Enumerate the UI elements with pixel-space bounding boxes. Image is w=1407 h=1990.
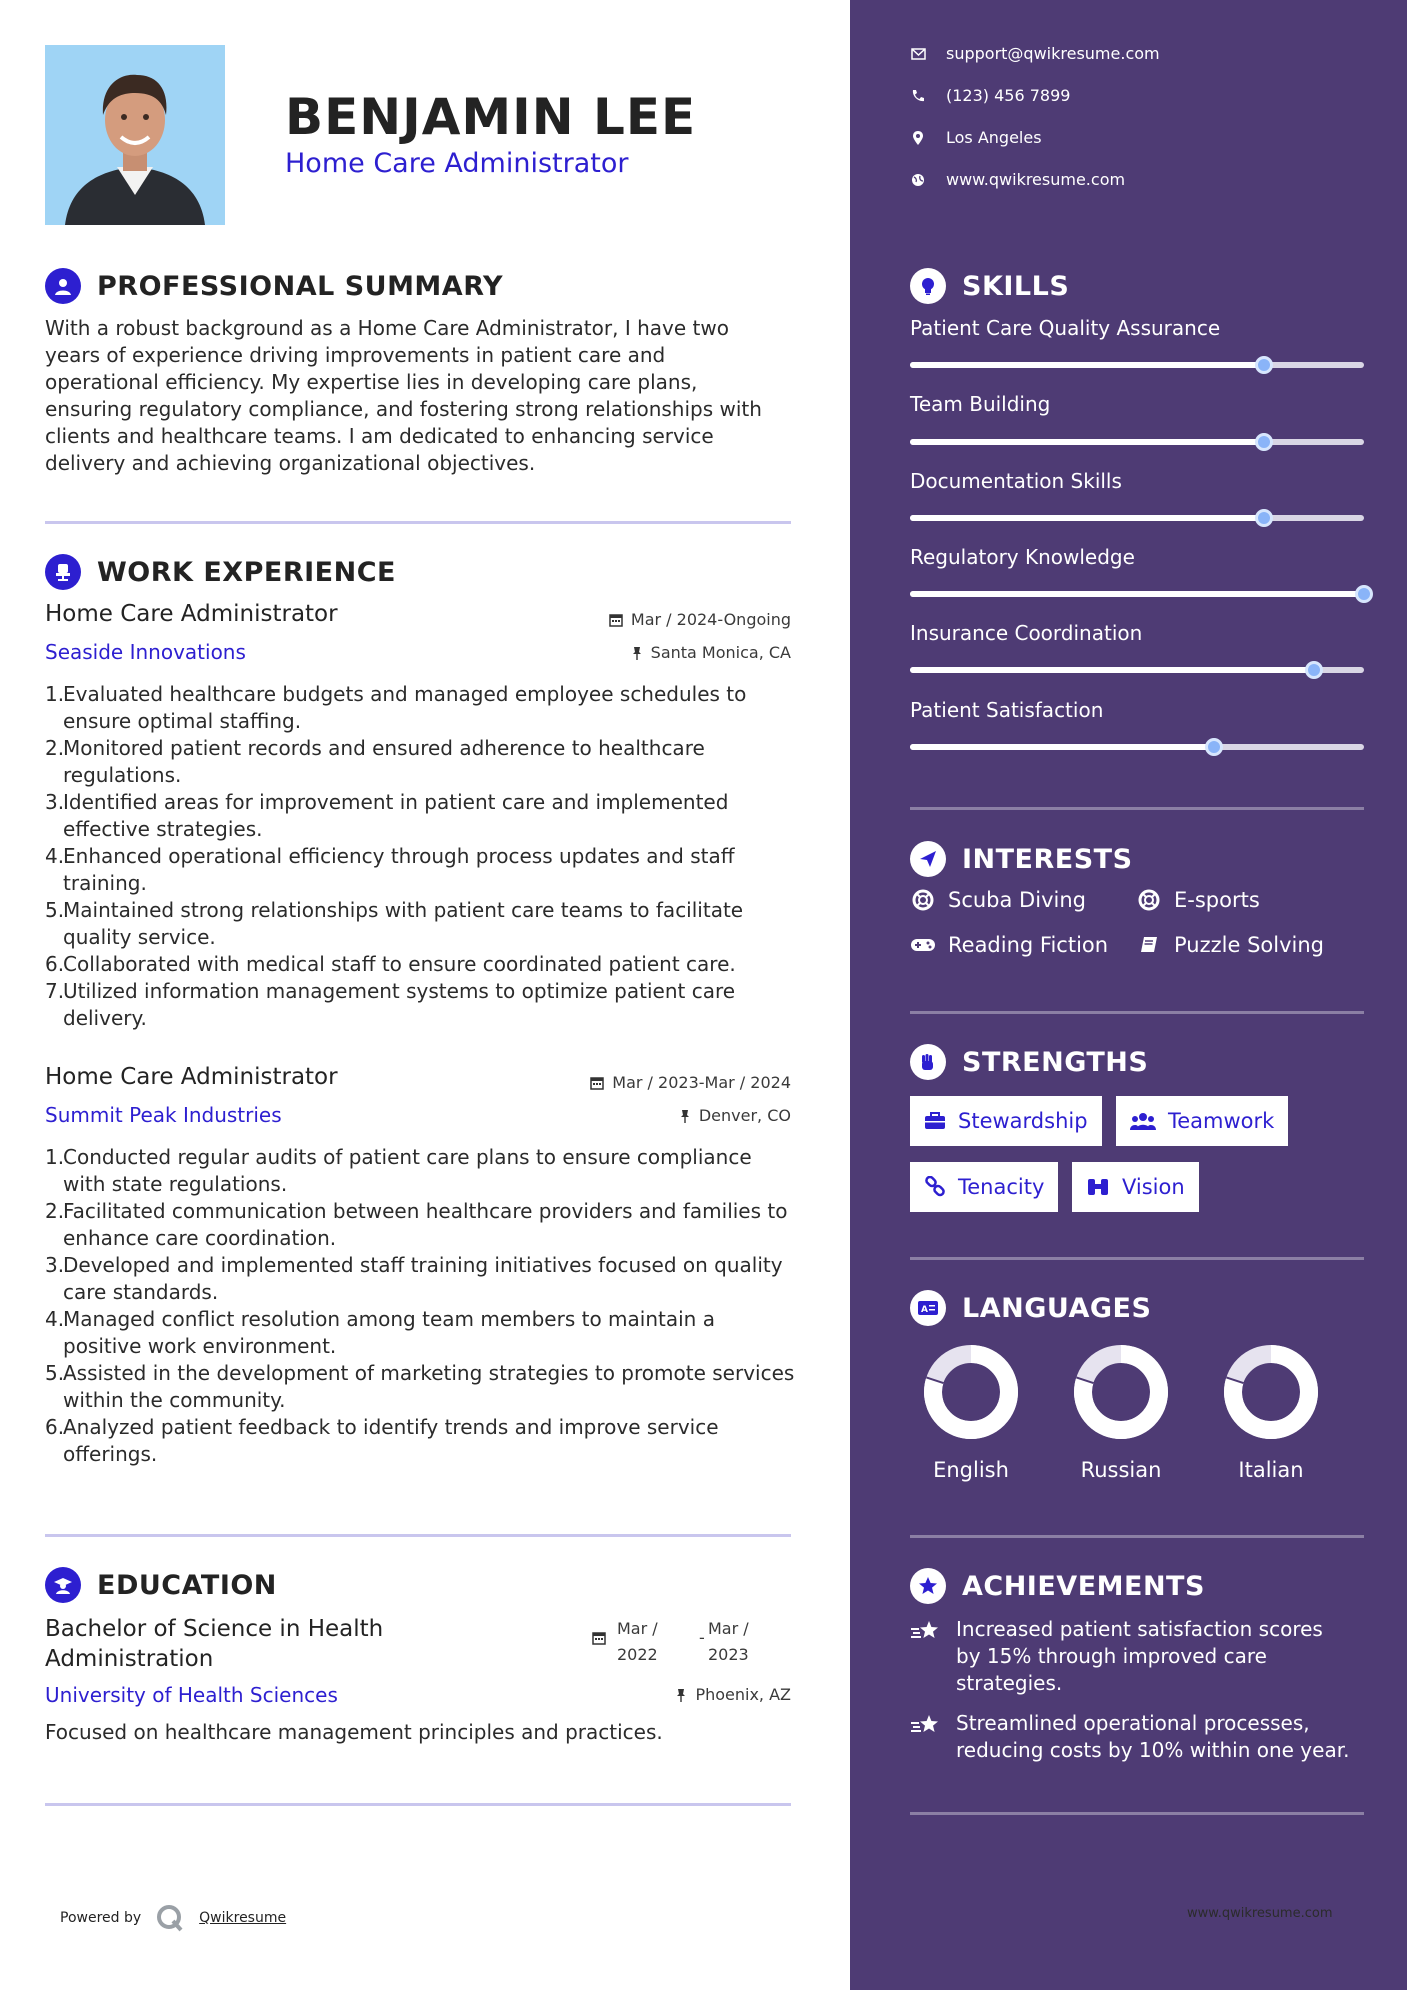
achievement-item: Streamlined operational processes, reducing costs by 10% within one year. (910, 1710, 1364, 1764)
list-item: 4. Enhanced operational efficiency through process updates and staff training. (45, 844, 735, 895)
edu-end-date: Mar / 2023 (708, 1619, 749, 1664)
lifebuoy-icon (910, 889, 936, 911)
phone-icon (910, 89, 926, 103)
summary-text: With a robust background as a Home Care Administrator, I have two years of experience driving improvements in patient care and operational efficiency. My expertise lies in developing care plans, ensuring regulatory compliance, and fostering strong relationships with clients and healthcare teams. I am dedicated to enhancing service delivery and achieving organizational objectives. (45, 316, 762, 475)
section-divider (910, 1535, 1364, 1538)
section-divider (45, 1803, 791, 1806)
strength-tag: Teamwork (1116, 1096, 1288, 1146)
star-badge-icon (910, 1568, 946, 1604)
strengths-heading: STRENGTHS (910, 1044, 1148, 1080)
candidate-name: BENJAMIN LEE (285, 88, 697, 146)
list-item: 5. Maintained strong relationships with patient care teams to facilitate quality service. (45, 898, 744, 949)
section-divider (910, 1257, 1364, 1260)
skill-bar (910, 744, 1364, 750)
strength-tag: Stewardship (910, 1096, 1102, 1146)
skill-label: Insurance Coordination (910, 621, 1143, 645)
skill-label: Team Building (910, 392, 1051, 416)
contact-phone[interactable]: (123) 456 7899 (910, 86, 1070, 105)
job-company: Summit Peak Industries (45, 1103, 282, 1127)
language-item: Russian (1061, 1342, 1181, 1482)
user-icon (45, 268, 81, 304)
school-name: University of Health Sciences (45, 1683, 338, 1707)
summary-heading: PROFESSIONAL SUMMARY (45, 268, 503, 304)
section-divider (910, 1011, 1364, 1014)
language-ring (1071, 1342, 1171, 1442)
section-divider (45, 521, 791, 524)
powered-by: Powered by Qwikresume (60, 1903, 286, 1933)
skill-bar (910, 591, 1364, 597)
book-icon (1136, 935, 1162, 955)
list-item: 4. Managed conflict resolution among team members to maintain a positive work environment. (45, 1307, 715, 1358)
qwikresume-logo-icon (155, 1903, 185, 1933)
list-item: 1. Evaluated healthcare budgets and managed employee schedules to ensure optimal staffing. (45, 682, 747, 733)
users-icon (1130, 1112, 1156, 1130)
footer-website[interactable]: www.qwikresume.com (1187, 1906, 1333, 1921)
calendar-icon (592, 1630, 606, 1649)
interest-item: Reading Fiction (910, 933, 1108, 957)
globe-icon (910, 173, 926, 187)
job-company: Seaside Innovations (45, 640, 246, 664)
skill-label: Documentation Skills (910, 469, 1122, 493)
languages-heading: A LANGUAGES (910, 1290, 1151, 1326)
skill-knob (1305, 661, 1323, 679)
interests-heading: INTERESTS (910, 841, 1133, 877)
contact-website[interactable]: www.qwikresume.com (910, 170, 1125, 189)
skill-bar (910, 667, 1364, 673)
language-item: Italian (1211, 1342, 1331, 1482)
fist-icon (910, 1044, 946, 1080)
calendar-icon (590, 1076, 604, 1090)
skill-label: Patient Satisfaction (910, 698, 1104, 722)
lightbulb-icon (910, 268, 946, 304)
contact-location: Los Angeles (910, 128, 1042, 147)
section-divider (45, 1534, 791, 1537)
map-marker-icon (910, 131, 926, 145)
calendar-icon (609, 613, 623, 627)
list-item: 1. Conducted regular audits of patient care plans to ensure compliance with state regulations. (45, 1145, 752, 1196)
job-bullets (45, 1144, 795, 1468)
skill-label: Patient Care Quality Assurance (910, 316, 1221, 340)
pin-icon (675, 1688, 687, 1702)
skills-heading: SKILLS (910, 268, 1069, 304)
achievements-heading: ACHIEVEMENTS (910, 1568, 1205, 1604)
list-item: 6. Collaborated with medical staff to ensure coordinated patient care. (45, 952, 736, 976)
edu-date-dash: - (699, 1628, 705, 1647)
degree-title: Bachelor of Science in Health Administration (45, 1616, 384, 1672)
candidate-title: Home Care Administrator (285, 148, 629, 179)
achievement-item: Increased patient satisfaction scores by 15% through improved care strategies. (910, 1616, 1364, 1697)
shooting-star-icon (910, 1710, 940, 1764)
experience-heading: WORK EXPERIENCE (45, 554, 396, 590)
strength-tag: Vision (1072, 1162, 1199, 1212)
list-item: 6. Analyzed patient feedback to identify trends and improve service offerings. (45, 1415, 719, 1466)
language-icon (910, 1290, 946, 1326)
person-avatar-icon (45, 45, 225, 225)
contact-email[interactable]: support@qwikresume.com (910, 44, 1160, 63)
skill-bar (910, 439, 1364, 445)
interest-item: E-sports (1136, 888, 1260, 912)
interest-item: Scuba Diving (910, 888, 1086, 912)
language-ring (1221, 1342, 1321, 1442)
edu-description: Focused on healthcare management principles and practices. (45, 1720, 663, 1744)
skill-label: Regulatory Knowledge (910, 545, 1135, 569)
shooting-star-icon (910, 1616, 940, 1697)
chair-icon (45, 554, 81, 590)
edu-location: Phoenix, AZ (675, 1685, 791, 1704)
section-divider (910, 1812, 1364, 1815)
job-date: Mar / 2024-Ongoing (609, 610, 791, 629)
language-ring (921, 1342, 1021, 1442)
brand-link[interactable]: Qwikresume (199, 1910, 287, 1926)
profile-photo (45, 45, 225, 225)
binoculars-icon (1086, 1177, 1110, 1197)
list-item: 2. Facilitated communication between healthcare providers and families to enhance care coordination. (45, 1199, 788, 1250)
job-title: Home Care Administrator (45, 1064, 338, 1090)
skill-bar (910, 515, 1364, 521)
job-location: Santa Monica, CA (631, 643, 791, 662)
interest-item: Puzzle Solving (1136, 933, 1324, 957)
skill-knob (1255, 509, 1273, 527)
skill-knob (1355, 585, 1373, 603)
lifebuoy-icon (1136, 889, 1162, 911)
list-item: 3. Developed and implemented staff training initiatives focused on quality care standards. (45, 1253, 783, 1304)
job-date: Mar / 2023-Mar / 2024 (590, 1073, 791, 1092)
list-item: 5. Assisted in the development of marketing strategies to promote services within the community. (45, 1361, 795, 1412)
list-item: 3. Identified areas for improvement in patient care and implemented effective strategies. (45, 790, 729, 841)
svg-text:A: A (921, 1305, 928, 1315)
paper-plane-icon (910, 841, 946, 877)
job-bullets (45, 681, 795, 1032)
pin-icon (631, 646, 643, 660)
gamepad-icon (910, 937, 936, 953)
pin-icon (679, 1109, 691, 1123)
education-heading: EDUCATION (45, 1567, 277, 1603)
list-item: 7. Utilized information management systems to optimize patient care delivery. (45, 979, 736, 1030)
envelope-icon (910, 48, 926, 60)
language-item: English (911, 1342, 1031, 1482)
strength-tag: Tenacity (910, 1162, 1058, 1212)
skill-knob (1255, 356, 1273, 374)
graduate-icon (45, 1567, 81, 1603)
list-item: 2. Monitored patient records and ensured adherence to healthcare regulations. (45, 736, 705, 787)
skill-knob (1255, 433, 1273, 451)
link-icon (924, 1176, 946, 1198)
edu-start-date: Mar / 2022 (617, 1619, 658, 1664)
briefcase-icon (924, 1112, 946, 1130)
job-location: Denver, CO (679, 1106, 791, 1125)
job-title: Home Care Administrator (45, 601, 338, 627)
skill-bar (910, 362, 1364, 368)
section-divider (910, 807, 1364, 810)
